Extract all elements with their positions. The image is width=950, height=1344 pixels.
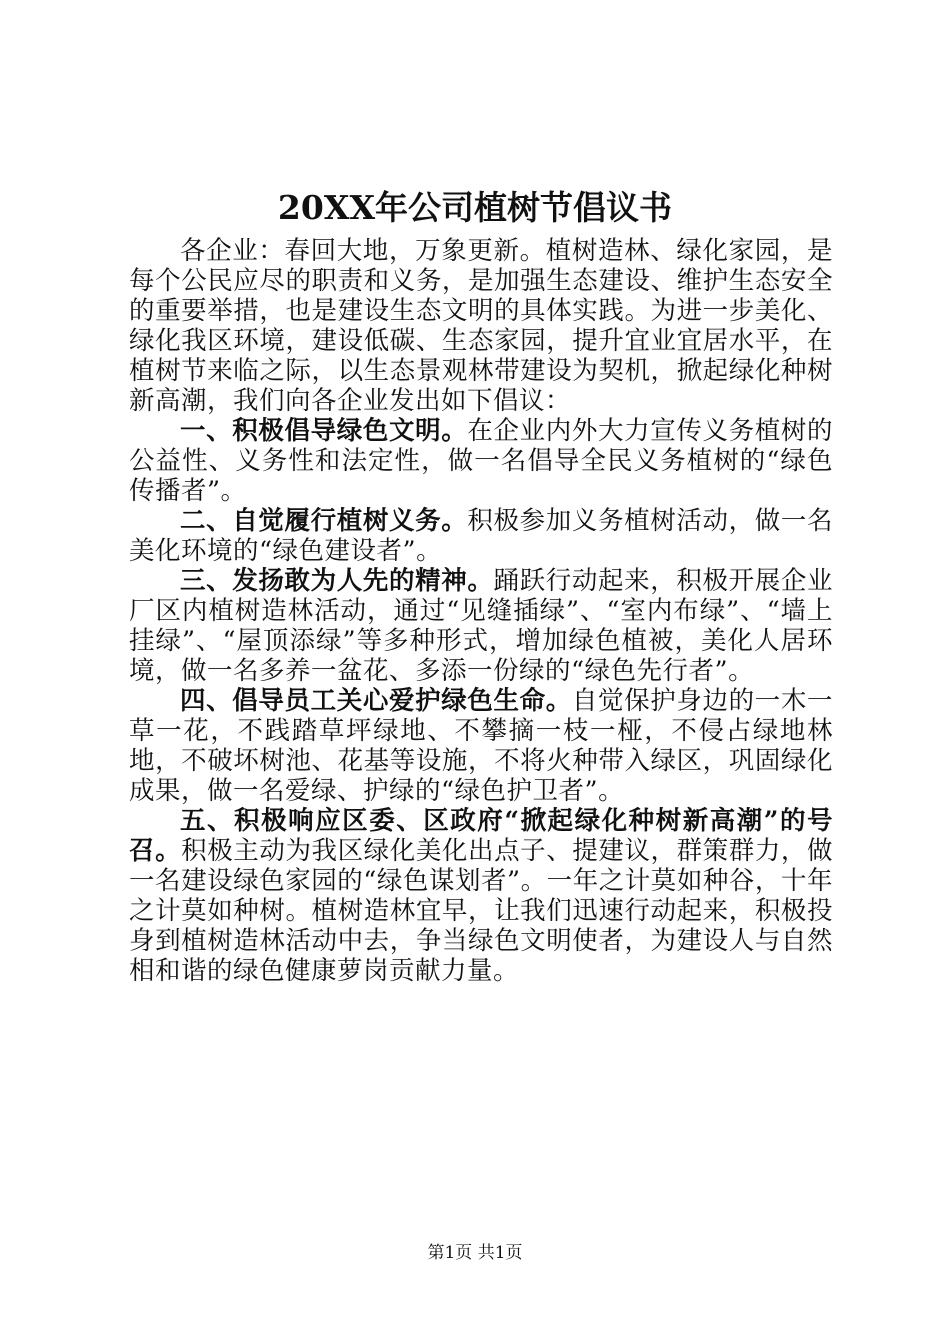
- proposal-item-2: [129, 506, 833, 566]
- proposal-text-2: 积极参加义务植树活动，做一名美化环境的“绿色建设者”。: [129, 506, 833, 566]
- document-body: [129, 236, 833, 986]
- proposal-heading-1: 一、积极倡导绿色文明。: [180, 416, 468, 446]
- proposal-item-3: [129, 566, 833, 686]
- proposal-item-1: [129, 416, 833, 506]
- proposal-item-5: [129, 806, 833, 986]
- proposal-item-4: [129, 686, 833, 806]
- proposal-heading-5: 五、积极响应区委、区政府“掀起绿化种树新高潮”的号召。: [129, 806, 833, 866]
- intro-paragraph: 各企业：春回大地，万象更新。植树造林、绿化家园，是每个公民应尽的职责和义务，是加强生态建设、维护生态安全的重要举措，也是建设生态文明的具体实践。为进一步美化、绿化我区环境，建设低碳、生态家园，提升宜业宜居水平，在植树节来临之际，以生态景观林带建设为契机，掀起绿化种树新高潮，我们向各企业发出如下倡议：: [129, 236, 833, 416]
- page-title: 20XX年公司植树节倡议书: [277, 188, 673, 227]
- proposal-text-3: 踊跃行动起来，积极开展企业厂区内植树造林活动，通过“见缝插绿”、“室内布绿”、“墙上挂绿”、“屋顶添绿”等多种形式，增加绿色植被，美化人居环境，做一名多养一盆花、多添一份绿的“绿色先行者”。: [129, 566, 833, 686]
- proposal-heading-2: 二、自觉履行植树义务。: [180, 506, 468, 536]
- proposal-text-4: 自觉保护身边的一木一草一花，不践踏草坪绿地、不攀摘一枝一桠，不侵占绿地林地，不破坏树池、花基等设施，不将火种带入绿区，巩固绿化成果，做一名爱绿、护绿的“绿色护卫者”。: [129, 686, 833, 806]
- proposal-text-1: 在企业内外大力宣传义务植树的公益性、义务性和法定性，做一名倡导全民义务植树的“绿色传播者”。: [129, 416, 833, 506]
- proposal-heading-3: 三、发扬敢为人先的精神。: [180, 566, 494, 596]
- page-number-footer: 第1页 共1页: [427, 1243, 523, 1263]
- proposal-text-5: 积极主动为我区绿化美化出点子、提建议，群策群力，做一名建设绿色家园的“绿色谋划者”。一年之计莫如种谷，十年之计莫如种树。植树造林宜早，让我们迅速行动起来，积极投身到植树造林活动中去，争当绿色文明使者，为建设人与自然相和谐的绿色健康萝岗贡献力量。: [129, 836, 833, 986]
- proposal-heading-4: 四、倡导员工关心爱护绿色生命。: [180, 686, 572, 716]
